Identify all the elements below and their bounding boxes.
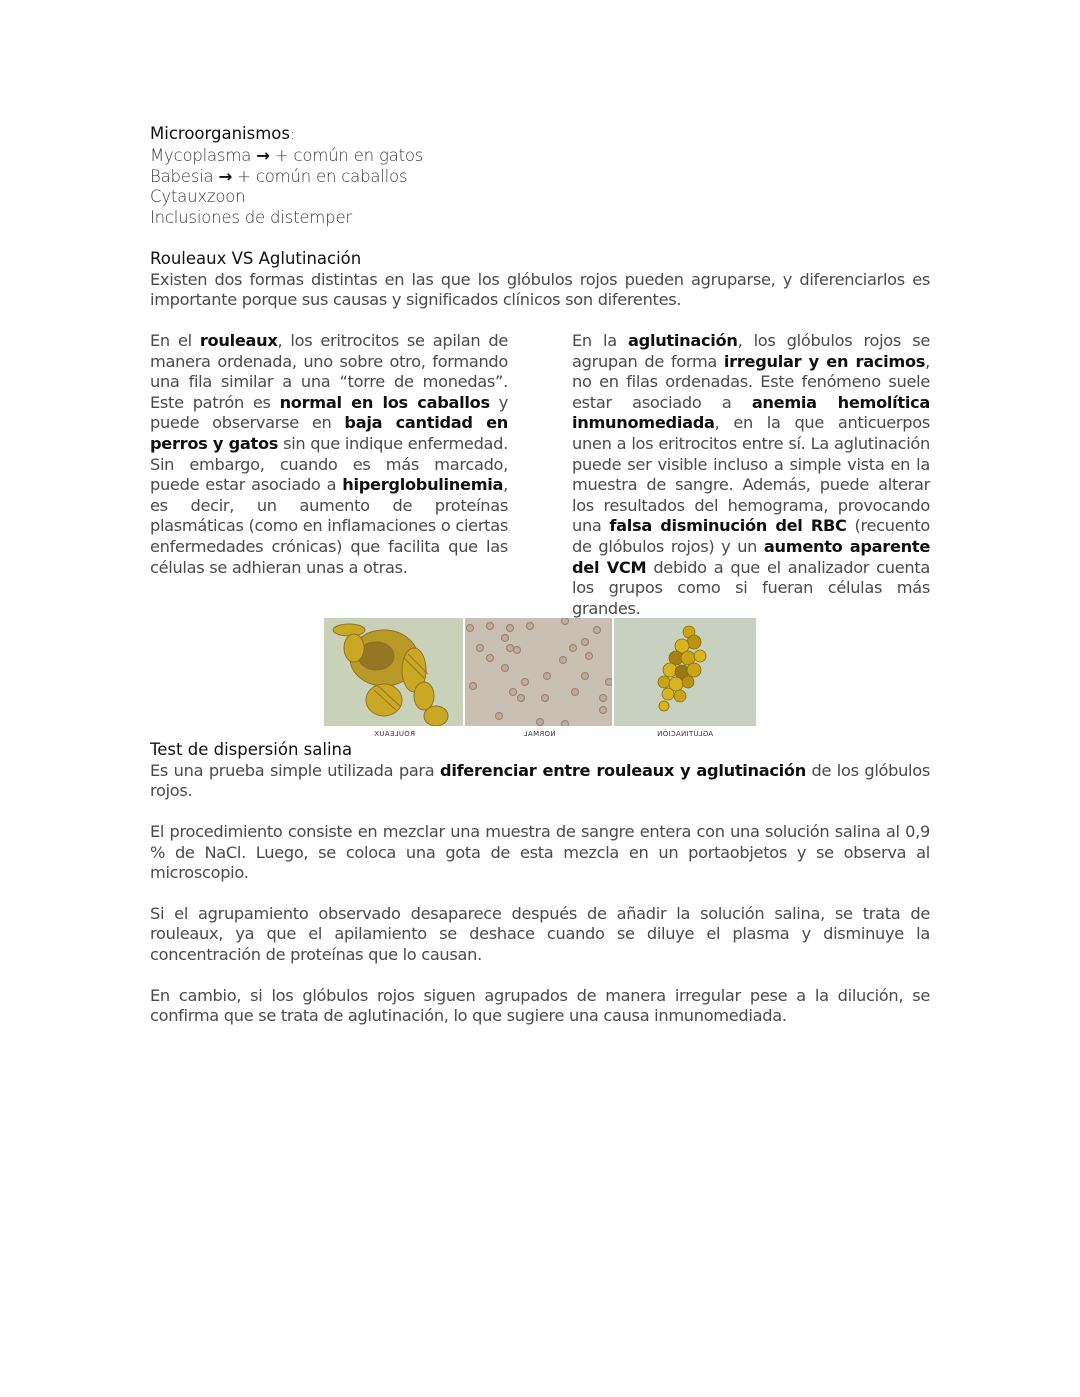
- normal-label: NORMAL: [523, 730, 556, 738]
- text: En la: [572, 330, 629, 350]
- document-page: [150, 124, 930, 619]
- text: , en la que anticuerpos unen a los eritrocitos entre sí. La aglutinación puede ser visible incluso a simple vista en la muestra de sangre. Además, puede alterar los resultados del hemograma, provocando una: [572, 413, 930, 536]
- test-heading: Test de dispersión salina: [150, 740, 353, 759]
- rouleaux-label: ROULEAUX: [374, 730, 415, 738]
- rouleaux-column: [150, 331, 508, 619]
- list-item: [150, 146, 930, 167]
- text: (recuento de glóbulos rojos) y un: [572, 516, 930, 556]
- test-paragraph-2: El procedimiento consiste en mezclar una muestra de sangre entera con una solución salina al 0,9 % de NaCl. Luego, se coloca una gota de esta mezcla en un portaobjetos y se observa al microscopio.: [150, 821, 930, 883]
- intro-paragraph: Existen dos formas distintas en las que los glóbulos rojos pueden agruparse, y diferenciarlos es importante porque sus causas y significados clínicos son diferentes.: [150, 269, 930, 310]
- aglutinacion-column: [572, 331, 930, 619]
- bold-term: baja cantidad en perros y gatos: [150, 413, 508, 453]
- rouleaux-micrograph: [324, 618, 463, 726]
- text: , no en filas ordenadas. Este fenómeno suele estar asociado a: [572, 351, 930, 412]
- blood-smear-figure: [324, 618, 756, 742]
- bold-term: hiperglobulinemia: [342, 475, 504, 495]
- aglutinacion-label: AGLUTINACIÓN: [656, 730, 714, 738]
- test-paragraph-4: En cambio, si los glóbulos rojos siguen agrupados de manera irregular pese a la dilución, se confirma que se trata de aglutinación, lo que sugiere una causa inmunomediada.: [150, 985, 930, 1026]
- text: sin que indique enfermedad. Sin embargo, cuando es más marcado, puede estar asociado a: [150, 433, 509, 495]
- test-section: [150, 740, 930, 1027]
- bold-term: rouleaux: [199, 330, 278, 350]
- arrow-right-icon: →: [218, 166, 233, 186]
- organism-note: + común en gatos: [274, 145, 424, 165]
- microorganismos-heading: [150, 124, 930, 146]
- bold-term: diferenciar entre rouleaux y aglutinación: [440, 760, 806, 780]
- arrow-right-icon: →: [256, 145, 270, 165]
- text: , los eritrocitos se apilan de manera ordenada, uno sobre otro, formando una fila similar a una “torre de monedas”. Este patrón es: [150, 330, 509, 412]
- heading-text: Microorganismos: [150, 124, 290, 143]
- list-item: Cytauxzoon: [150, 187, 246, 207]
- test-paragraph-3: Si el agrupamiento observado desaparece después de añadir la solución salina, se trata de rouleaux, ya que el apilamiento se deshace cuando se diluye el plasma y disminuye la concentración de proteínas que lo causan.: [150, 903, 930, 964]
- bold-term: irregular y en racimos: [723, 351, 926, 371]
- list-item: [150, 167, 930, 188]
- normal-micrograph: [465, 618, 612, 726]
- text: y puede observarse en: [150, 392, 508, 433]
- organism-name: Mycoplasma: [150, 145, 252, 165]
- organism-note: + común en caballos: [237, 166, 408, 186]
- two-column-section: [150, 331, 930, 619]
- rouleaux-vs-heading: Rouleaux VS Aglutinación: [150, 248, 362, 268]
- text: Es una prueba simple utilizada para: [150, 760, 441, 780]
- bold-term: normal en los caballos: [279, 392, 490, 412]
- text: de los glóbulos rojos.: [150, 760, 930, 801]
- text: , los glóbulos rojos se agrupan de forma: [572, 330, 930, 371]
- organism-name: Babesia: [150, 166, 214, 186]
- text: debido a que el analizador cuenta los grupos como si fueran células más grandes.: [572, 557, 930, 618]
- heading-colon: :: [289, 127, 295, 143]
- bold-term: aglutinación: [628, 330, 738, 350]
- aglutinacion-micrograph: [614, 618, 756, 726]
- bold-term: aumento aparente del VCM: [572, 536, 931, 577]
- text: En el: [150, 330, 200, 350]
- text: , es decir, un aumento de proteínas plasmáticas (como en inflamaciones o ciertas enfermedades crónicas) que facilita que las células se adhieran unas a otras.: [150, 475, 508, 577]
- bold-term: anemia hemolítica inmunomediada: [572, 392, 931, 433]
- test-paragraph-1: [150, 761, 930, 802]
- list-item: Inclusiones de distemper: [150, 208, 352, 228]
- bold-term: falsa disminución del RBC: [609, 516, 847, 536]
